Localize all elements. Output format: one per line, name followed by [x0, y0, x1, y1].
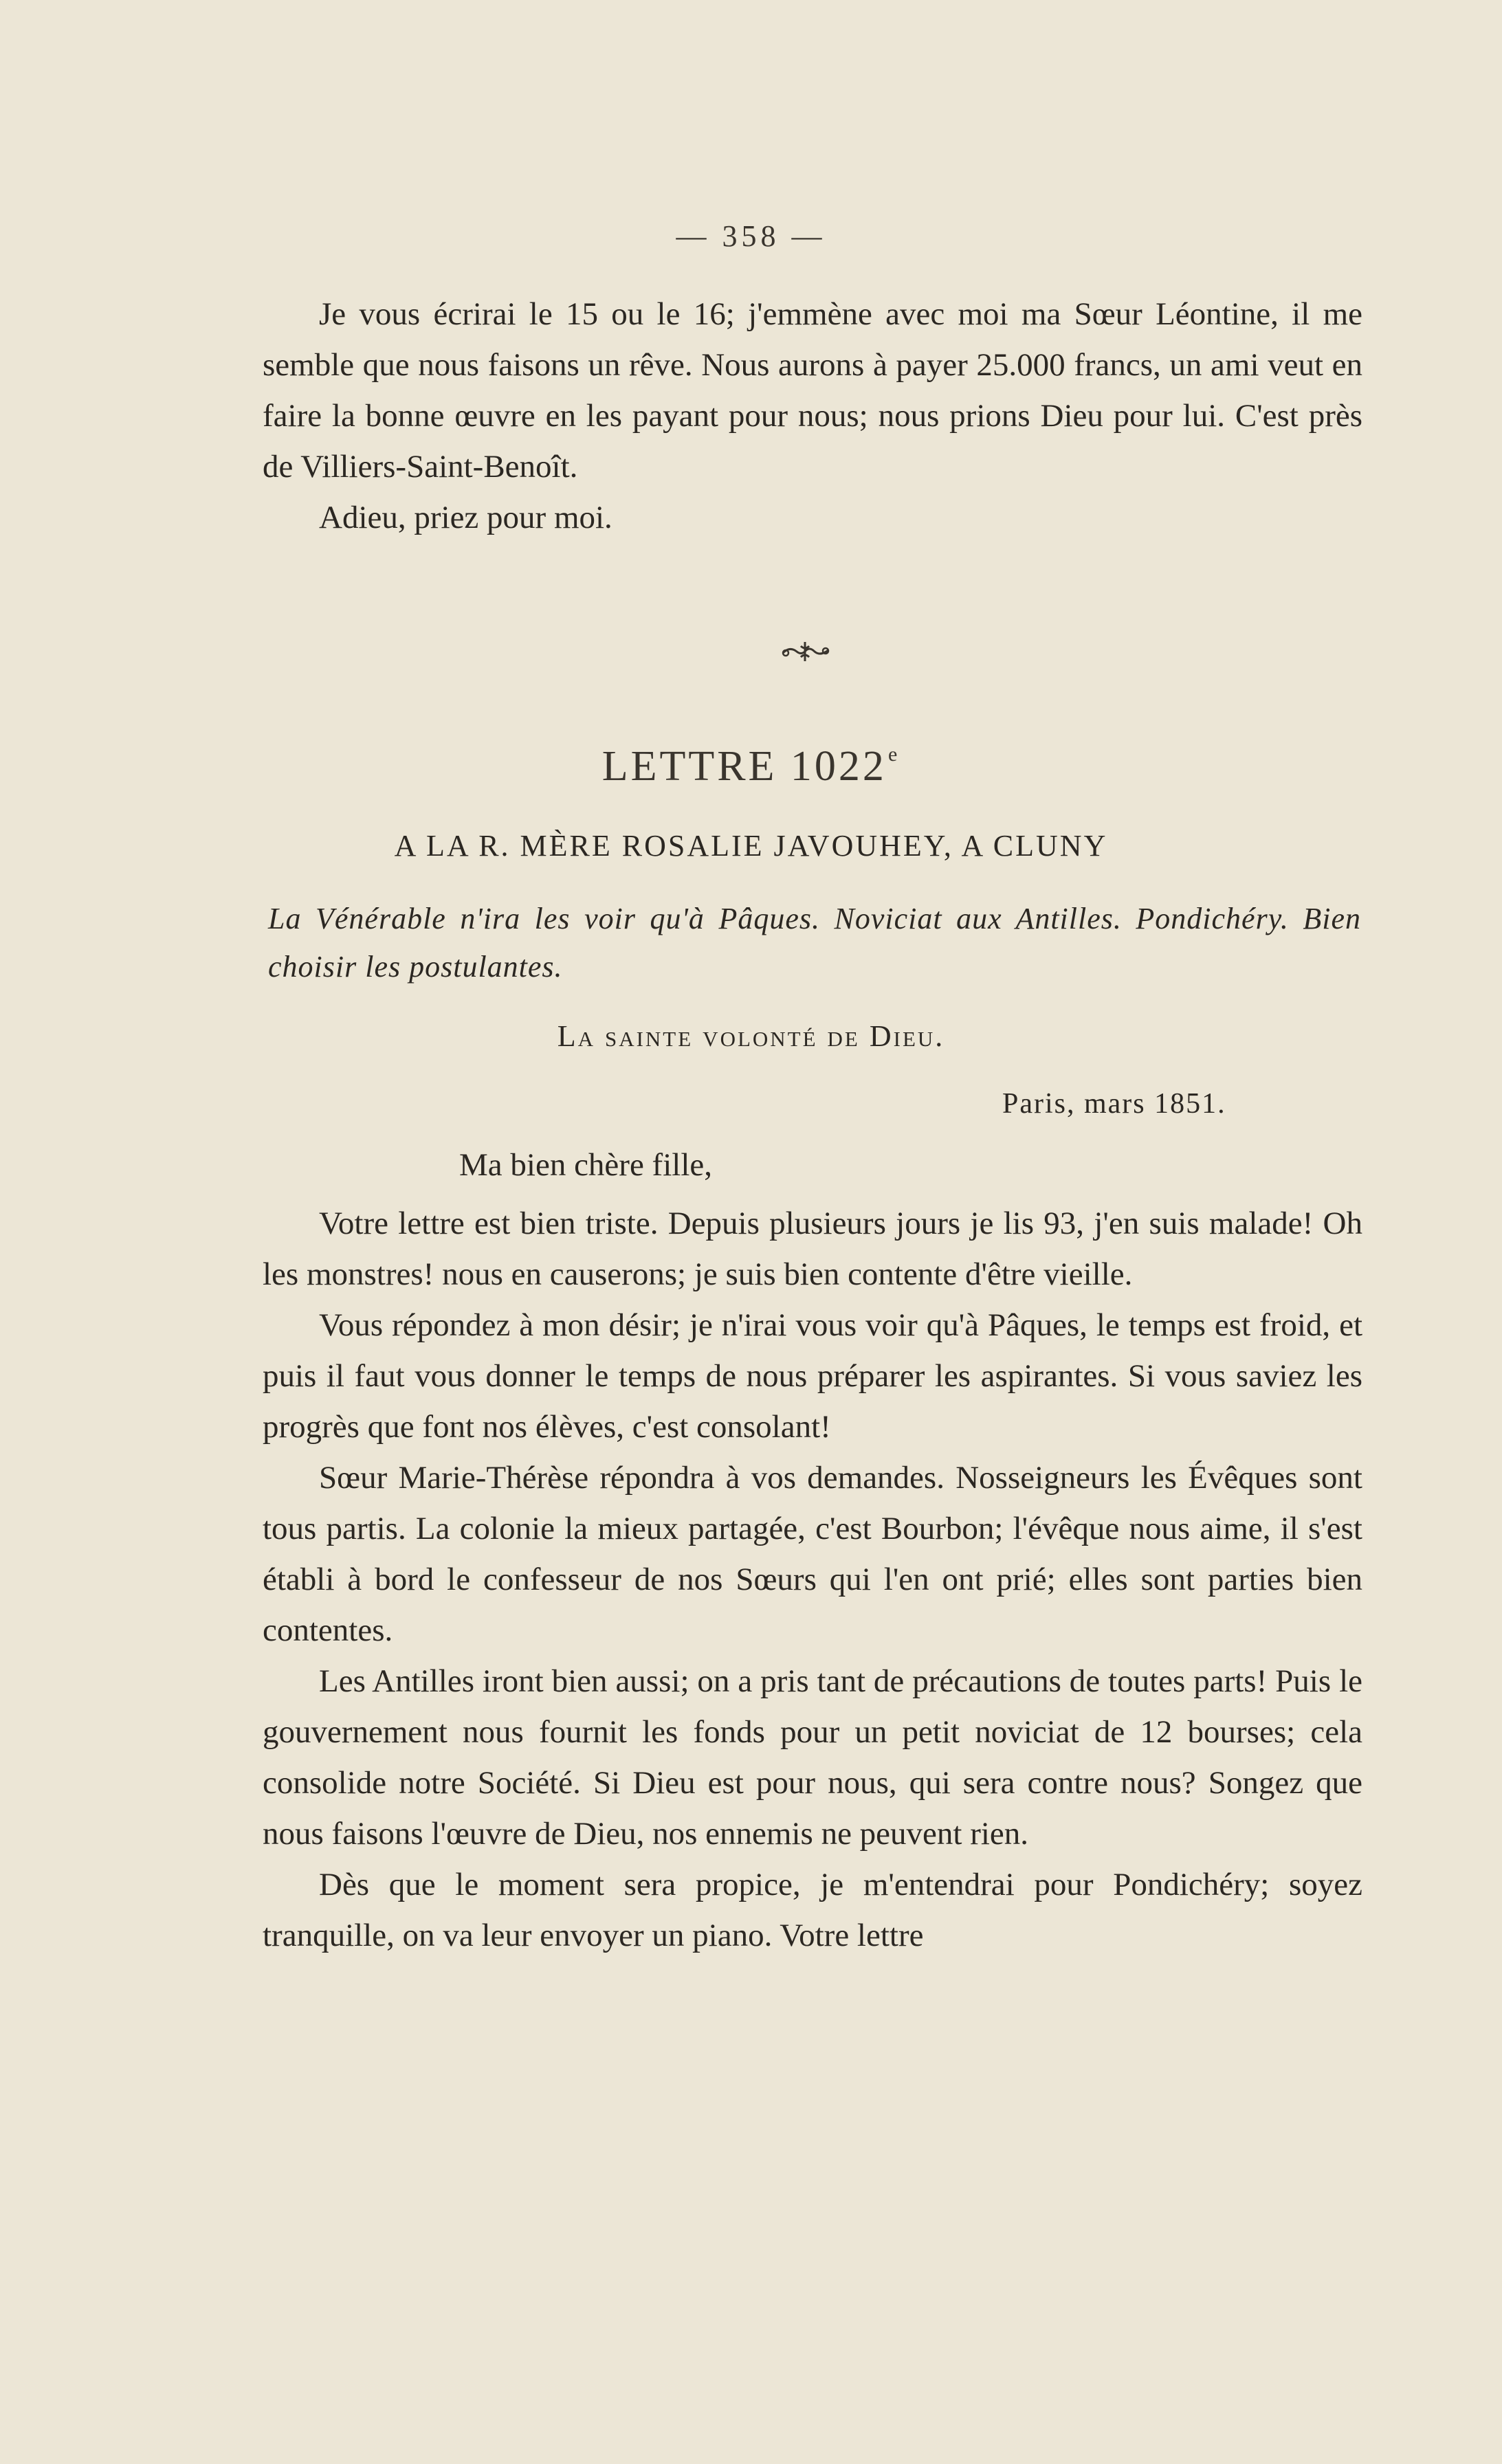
letter-dateline: Paris, mars 1851. — [1002, 1088, 1226, 1120]
paragraph: Adieu, priez pour moi. — [319, 500, 612, 535]
letter-salutation: Ma bien chère fille, — [459, 1147, 712, 1183]
letter-body — [263, 1198, 1362, 1961]
paragraph: Je vous écrirai le 15 ou le 16; j'emmène avec moi ma Sœur Léontine, il me semble que nous faisons un rêve. Nous aurons à payer 25.000 francs, un ami veut en faire la bonne œuvre en les payant pour nous; nous prions Dieu pour lui. C'est près de Villiers-Saint-Benoît. — [263, 296, 1362, 485]
letter-summary: La Vénérable n'ira les voir qu'à Pâques. Noviciat aux Antilles. Pondichéry. Bien choisir les postulantes. — [268, 902, 1361, 984]
page-number: — 358 — — [676, 219, 826, 253]
letter-motto: La sainte volonté de Dieu. — [557, 1019, 945, 1053]
continuation-text — [263, 289, 1362, 543]
paragraph: Votre lettre est bien triste. Depuis plusieurs jours je lis 93, j'en suis malade! Oh les monstres! nous en causerons; je suis bien contente d'être vieille. — [263, 1206, 1362, 1292]
paragraph: Les Antilles iront bien aussi; on a pris tant de précautions de toutes parts! Puis le gouvernement nous fournit les fonds pour un petit noviciat de 12 bourses; cela consolide notre Société. Si Dieu est pour nous, qui sera contre nous? Songez que nous faisons l'œuvre de Dieu, nos ennemis ne peuvent rien. — [263, 1663, 1362, 1852]
letter-title: LETTRE 1022e — [601, 743, 901, 790]
paragraph: Vous répondez à mon désir; je n'irai vous voir qu'à Pâques, le temps est froid, et puis il faut vous donner le temps de nous préparer les aspirantes. Si vous saviez les progrès que font nos élèves, c'est consolant! — [263, 1307, 1362, 1445]
letter-recipient: A LA R. MÈRE ROSALIE JAVOUHEY, A CLUNY — [394, 829, 1108, 863]
fleuron-ornament-icon — [780, 638, 831, 665]
paragraph: Dès que le moment sera propice, je m'entendrai pour Pondichéry; soyez tranquille, on va leur envoyer un piano. Votre lettre — [263, 1867, 1362, 1953]
paragraph: Sœur Marie-Thérèse répondra à vos demandes. Nosseigneurs les Évêques sont tous partis. La colonie la mieux partagée, c'est Bourbon; l'évêque nous aime, il s'est établi à bord le confesseur de nos Sœurs qui l'en ont prié; elles sont parties bien contentes. — [263, 1460, 1362, 1648]
